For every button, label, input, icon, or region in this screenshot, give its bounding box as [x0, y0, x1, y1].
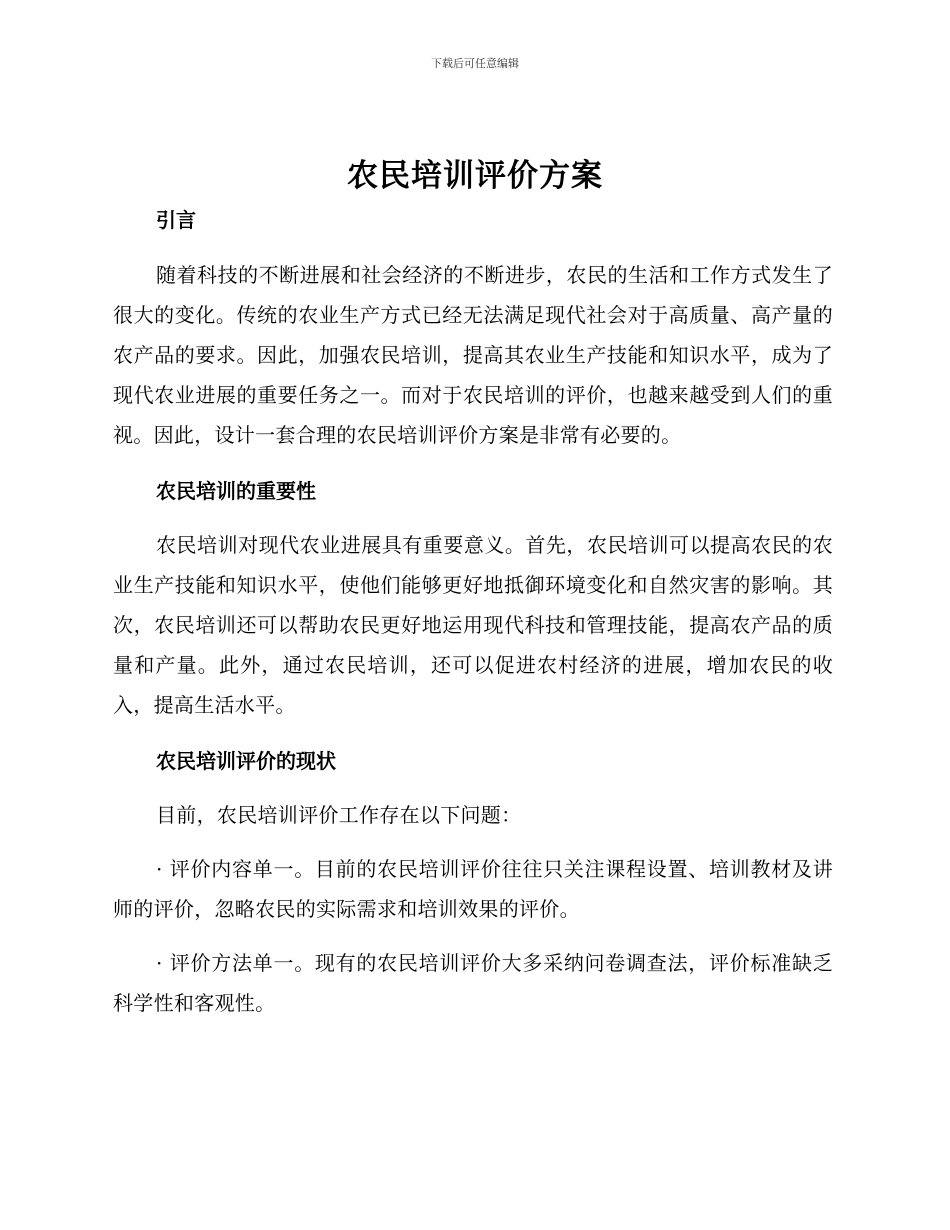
header-note: 下载后可任意编辑	[431, 57, 519, 70]
paragraph-intro: 随着科技的不断进展和社会经济的不断进步，农民的生活和工作方式发生了很大的变化。传统的农业生产方式已经无法满足现代社会对于高质量、高产量的农产品的要求。因此，加强农民培训，提高其农业生产技能和知识水平，成为了现代农业进展的重要任务之一。而对于农民培训的评价，也越来越受到人们的重视。因此，设计一套合理的农民培训评价方案是非常有必要的。	[113, 263, 833, 447]
bullet-item-content: · 评价内容单一。目前的农民培训评价往往只关注课程设置、培训教材及讲师的评价，忽略农民的实际需求和培训效果的评价。	[113, 857, 833, 921]
section-heading-status: 农民培训评价的现状	[156, 749, 336, 773]
paragraph-importance: 农民培训对现代农业进展具有重要意义。首先，农民培训可以提高农民的农业生产技能和知识水平，使他们能够更好地抵御环境变化和自然灾害的影响。其次，农民培训还可以帮助农民更好地运用现代科技和管理技能，提高农产品的质量和产量。此外，通过农民培训，还可以促进农村经济的进展，增加农民的收入，提高生活水平。	[113, 533, 833, 717]
section-heading-importance: 农民培训的重要性	[156, 479, 316, 503]
page-title: 农民培训评价方案	[347, 158, 603, 194]
document-body	[113, 200, 833, 1023]
section-heading-intro: 引言	[156, 208, 196, 232]
bullet-item-method: · 评价方法单一。现有的农民培训评价大多采纳问卷调查法，评价标准缺乏科学性和客观性。	[113, 951, 833, 1015]
paragraph-status-intro: 目前，农民培训评价工作存在以下问题：	[156, 803, 522, 827]
